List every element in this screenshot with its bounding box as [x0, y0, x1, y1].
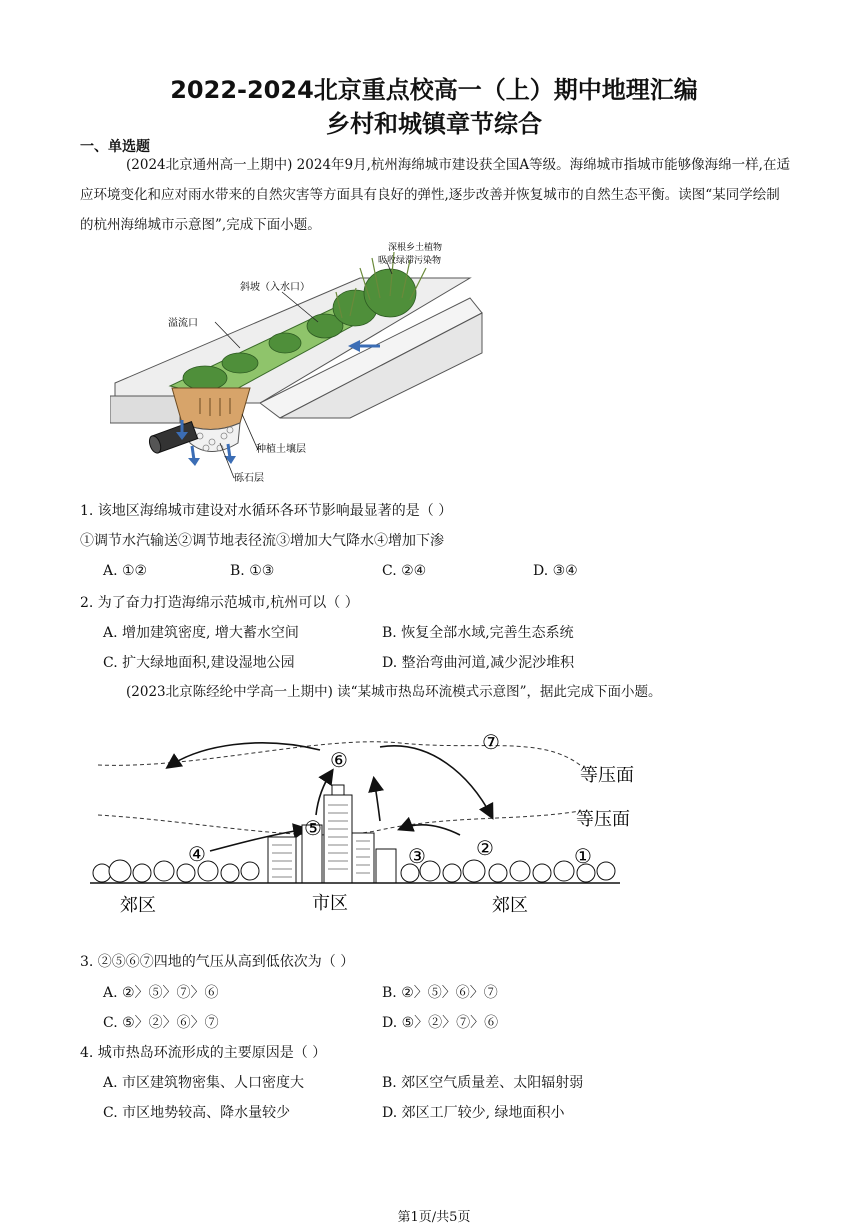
label-overflow-outlet: 溢流口 [168, 318, 198, 329]
point-3: ③ [408, 844, 426, 868]
label-suburb-right: 郊区 [492, 895, 528, 916]
q4-option-d: D. 郊区工厂较少, 绿地面积小 [382, 1105, 565, 1121]
label-planting-soil: 种植土壤层 [256, 444, 306, 455]
q2-option-a: A. 增加建筑密度, 增大蓄水空间 [103, 625, 299, 641]
q4-option-c: C. 市区地势较高、降水量较少 [103, 1105, 291, 1121]
q4-option-a: A. 市区建筑物密集、人口密度大 [103, 1075, 305, 1091]
label-gravel-layer: 砾石层 [234, 473, 264, 484]
q2-option-c: C. 扩大绿地面积,建设湿地公园 [103, 655, 295, 671]
page-footer: 第1页/共5页 [397, 1210, 471, 1225]
q1-option-b: B. ①③ [230, 563, 275, 579]
point-7: ⑦ [482, 730, 500, 754]
document-title-line2: 乡村和城镇章节综合 [326, 110, 542, 138]
passage-2: (2023北京陈经纶中学高一上期中) 读“某城市热岛环流模式示意图”，据此完成下面小题。 [126, 684, 662, 700]
question-4-stem: 4. 城市热岛环流形成的主要原因是（ ） [80, 1045, 327, 1061]
q3-option-b: B. ②〉⑤〉⑥〉⑦ [382, 985, 498, 1001]
label-city: 市区 [312, 893, 348, 914]
isobar-label-upper: 等压面 [580, 765, 634, 786]
q3-option-c: C. ⑤〉②〉⑥〉⑦ [103, 1015, 219, 1031]
passage-1: (2024北京通州高一上期中) 2024年9月,杭州海绵城市建设获全国A等级。海绵城市指城市能够像海绵一样,在适应环境变化和应对雨水带来的自然灾害等方面具有良好的弹性,逐步改善并恢复城市的自然生态平衡。读图“某同学绘制的杭州海绵城市示意图”,完成下面小题。 [80, 157, 790, 233]
q2-option-d: D. 整治弯曲河道,减少泥沙堆积 [382, 655, 575, 671]
q3-option-a: A. ②〉⑤〉⑦〉⑥ [103, 985, 219, 1001]
q4-option-b: B. 郊区空气质量差、太阳辐射弱 [382, 1075, 584, 1091]
point-4: ④ [188, 842, 206, 866]
point-5: ⑤ [304, 816, 322, 840]
sponge-city-figure [110, 238, 490, 496]
q3-option-d: D. ⑤〉②〉⑦〉⑥ [382, 1015, 499, 1031]
section-heading: 一、单选题 [80, 139, 150, 155]
question-2-stem: 2. 为了奋力打造海绵示范城市,杭州可以（ ） [80, 595, 359, 611]
point-2: ② [476, 836, 494, 860]
label-slope-inlet: 斜坡（入水口） [240, 282, 310, 293]
q1-option-a: A. ①② [103, 563, 148, 579]
question-3-stem: 3. ②⑤⑥⑦四地的气压从高到低依次为（ ） [80, 954, 355, 970]
label-suburb-left: 郊区 [120, 895, 156, 916]
label-absorb-pollutants: 吸收绿滞污染物 [378, 256, 442, 266]
label-deep-root-plants: 深根乡土植物 [388, 243, 443, 253]
q1-option-d: D. ③④ [533, 563, 578, 579]
question-1-items: ①调节水汽输送②调节地表径流③增加大气降水④增加下渗 [80, 533, 444, 549]
question-1-stem: 1. 该地区海绵城市建设对水循环各环节影响最显著的是（ ） [80, 503, 453, 519]
heat-island-figure [80, 725, 680, 925]
q1-option-c: C. ②④ [382, 563, 427, 579]
q2-option-b: B. 恢复全部水域,完善生态系统 [382, 625, 574, 641]
isobar-label-lower: 等压面 [576, 809, 630, 830]
point-6: ⑥ [330, 748, 348, 772]
document-title-line1: 2022-2024北京重点校高一（上）期中地理汇编 [170, 76, 698, 104]
point-1: ① [574, 844, 592, 868]
